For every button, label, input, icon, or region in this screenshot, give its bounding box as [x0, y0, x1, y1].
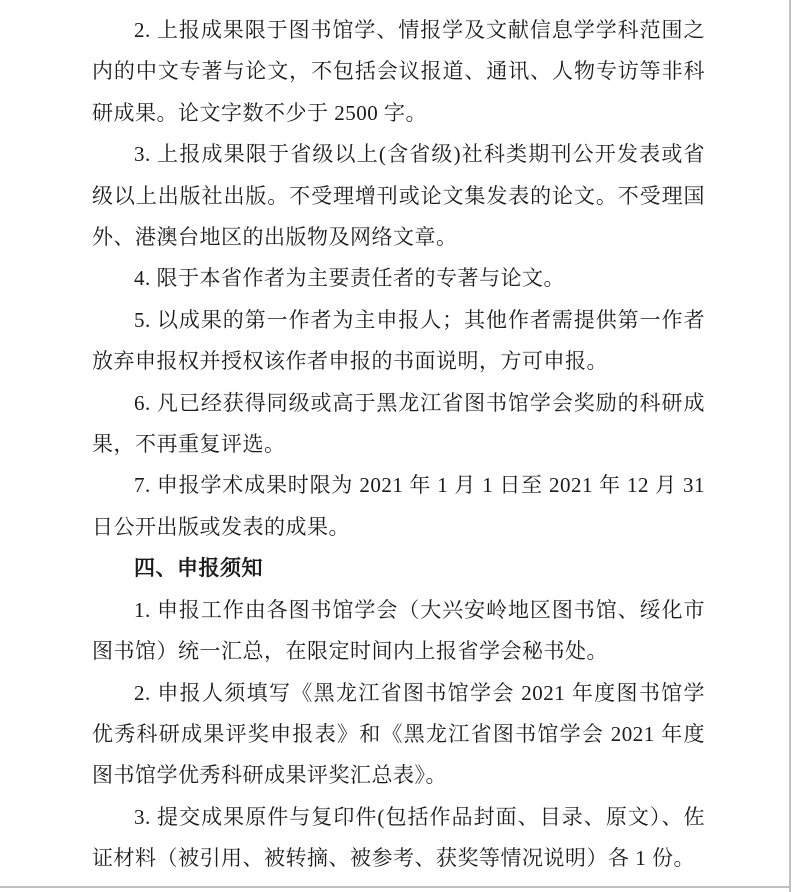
body-paragraph-time-limit: 7. 申报学术成果时限为 2021 年 1 月 1 日至 2021 年 12 月 31 日公开出版或发表的成果。: [92, 473, 705, 539]
body-paragraph-upload-scope: 2. 上报成果限于图书馆学、情报学及文献信息学学科范围之内的中文专著与论文，不包括会议报道、通讯、人物专访等非科研成果。论文字数不少于 2500 字。: [92, 18, 705, 125]
body-paragraph-first-author: 5. 以成果的第一作者为主申报人；其他作者需提供第一作者放弃申报权并授权该作者申报的书面说明，方可申报。: [92, 307, 705, 374]
body-paragraph-application-process: 1. 申报工作由各图书馆学会（大兴安岭地区图书馆、绥化市图书馆）统一汇总，在限定时间内上报省学会秘书处。: [92, 597, 705, 664]
document-body: [92, 10, 705, 880]
body-paragraph-no-duplicate-award: 6. 凡已经获得同级或高于黑龙江省图书馆学会奖励的科研成果，不再重复评选。: [92, 390, 705, 457]
body-paragraph-submission-materials: 3. 提交成果原件与复印件(包括作品封面、目录、原文）、佐证材料（被引用、被转摘、被参考、获奖等情况说明）各 1 份。: [92, 804, 705, 871]
page-right-edge-line: [789, 0, 791, 892]
body-paragraph-publication-requirement: 3. 上报成果限于省级以上(含省级)社科类期刊公开发表或省级以上出版社出版。不受理增刊或论文集发表的论文。不受理国外、港澳台地区的出版物及网络文章。: [92, 142, 705, 250]
section-heading-application-notes: 四、申报须知: [134, 556, 263, 581]
body-paragraph-author-province: 4. 限于本省作者为主要责任者的专著与论文。: [134, 266, 565, 291]
body-paragraph-required-forms: 2. 申报人须填写《黑龙江省图书馆学会 2021 年度图书馆学优秀科研成果评奖申报表》和《黑龙江省图书馆学会 2021 年度图书馆学优秀科研成果评奖汇总表》。: [92, 680, 705, 788]
page-bottom-edge-line: [0, 886, 791, 888]
